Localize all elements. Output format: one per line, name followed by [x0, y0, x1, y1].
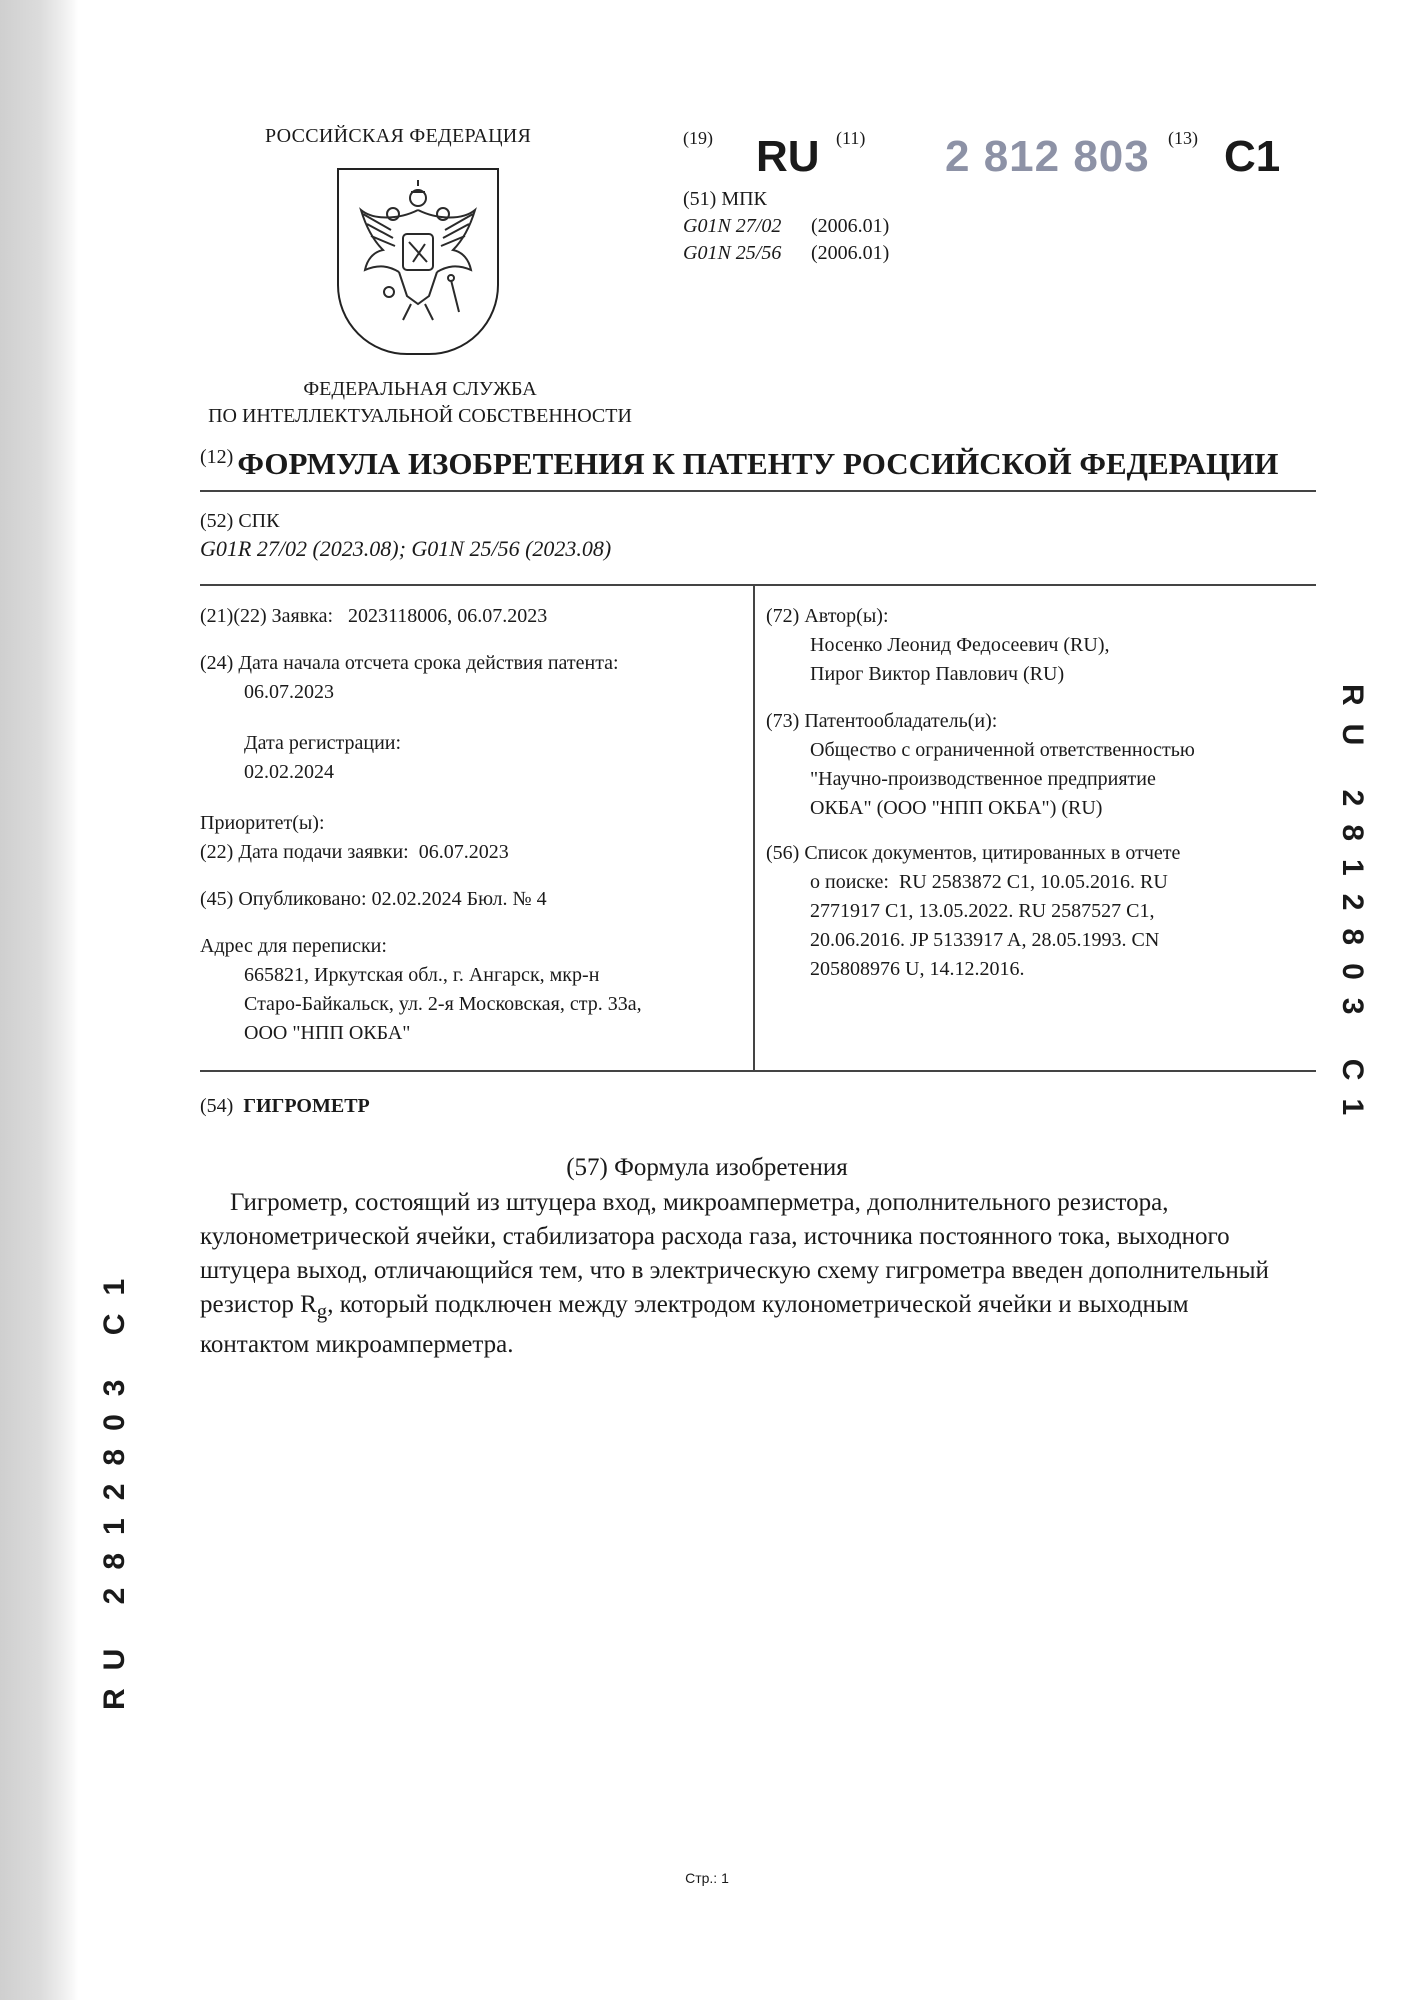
mpk-block [683, 186, 889, 267]
filing-label: (22) Дата подачи заявки: [200, 841, 409, 863]
author-name: Пирог Виктор Павлович (RU) [810, 663, 1065, 685]
double-headed-eagle-icon [353, 180, 483, 330]
mpk-label: (51) МПК [683, 188, 767, 210]
code-19: (19) [683, 128, 713, 148]
bibliographic-bottom-rule [200, 1070, 1316, 1072]
coat-of-arms-emblem [337, 168, 499, 355]
address-line: ООО "НПП ОКБА" [244, 1022, 411, 1044]
patent-number: 2 812 803 [945, 132, 1150, 181]
address-label: Адрес для переписки: [200, 935, 387, 957]
right-column [766, 602, 1286, 984]
left-margin-patent-id: RU 2812803 C1 [98, 1260, 131, 1710]
scan-edge-shadow [0, 0, 78, 2000]
spk-value: G01R 27/02 (2023.08); G01N 25/56 (2023.08) [200, 536, 612, 561]
kind-code: C1 [1224, 132, 1281, 181]
published-value: 02.02.2024 Бюл. № 4 [371, 888, 547, 910]
claim-part-2: , который подключен между электродом кулонометрической ячейки и выходным контактом микроамперметра. [200, 1291, 1189, 1358]
invention-title-row [200, 1095, 370, 1118]
published-row [200, 885, 740, 914]
agency-line-1: ФЕДЕРАЛЬНАЯ СЛУЖБА [303, 378, 537, 400]
author-name: Носенко Леонид Федосеевич (RU), [810, 634, 1110, 656]
invention-title-code: (54) [200, 1095, 234, 1117]
cited-first: RU 2583872 C1, 10.05.2016. RU [898, 871, 1168, 893]
application-label: (21)(22) Заявка: [200, 605, 334, 627]
mpk-version: (2006.01) [811, 215, 890, 237]
cited-line: 205808976 U, 14.12.2016. [810, 958, 1025, 980]
filing-value: 06.07.2023 [418, 841, 509, 863]
address-line: 665821, Иркутская обл., г. Ангарск, мкр-н [244, 964, 600, 986]
mpk-row [683, 213, 889, 240]
title-rule [200, 490, 1316, 492]
country-code: RU [756, 132, 820, 181]
priority-label: Приоритет(ы): [200, 812, 325, 834]
application-row [200, 602, 740, 631]
cited-label-2: о поиске: [810, 871, 889, 893]
term-label: (24) Дата начала отсчета срока действия патента: [200, 652, 619, 674]
claim-text [200, 1186, 1290, 1362]
title-code: (12) [200, 446, 234, 468]
code-11: (11) [836, 128, 866, 148]
spk-block [200, 508, 611, 562]
published-label: (45) Опубликовано: [200, 888, 367, 910]
invention-title: ГИГРОМЕТР [243, 1095, 370, 1117]
bibliographic-top-rule [200, 584, 1316, 586]
holder-line: ОКБА" (ООО "НПП ОКБА") (RU) [810, 797, 1103, 819]
left-column [200, 602, 740, 1048]
claims-heading: (57) Формула изобретения [566, 1154, 848, 1181]
mpk-class: G01N 27/02 [683, 215, 782, 237]
country-name: РОССИЙСКАЯ ФЕДЕРАЦИЯ [265, 125, 532, 147]
holder-line: "Научно-производственное предприятие [810, 768, 1156, 790]
right-margin-patent-id: RU 2812803 C1 [1336, 684, 1369, 1134]
address-line: Старо-Байкальск, ул. 2-я Московская, стр. 33а, [244, 993, 642, 1015]
filing-row [200, 838, 740, 867]
cited-line: 20.06.2016. JP 5133917 A, 28.05.1993. CN [810, 929, 1160, 951]
title-text: ФОРМУЛА ИЗОБРЕТЕНИЯ К ПАТЕНТУ РОССИЙСКОЙ ФЕДЕРАЦИИ [237, 446, 1279, 481]
agency-name [170, 376, 670, 430]
document-title [200, 446, 1278, 482]
column-divider [753, 584, 755, 1070]
spk-label: (52) СПК [200, 510, 280, 532]
cited-label: (56) Список документов, цитированных в отчете [766, 842, 1181, 864]
registration-value: 02.02.2024 [244, 761, 334, 783]
holder-line: Общество с ограниченной ответственностью [810, 739, 1195, 761]
claim-subscript: g [316, 1299, 328, 1323]
registration-label: Дата регистрации: [244, 732, 402, 754]
mpk-row [683, 240, 889, 267]
term-value: 06.07.2023 [244, 681, 334, 703]
mpk-class: G01N 25/56 [683, 242, 782, 264]
cited-row [766, 868, 1286, 897]
holder-label: (73) Патентообладатель(и): [766, 710, 998, 732]
application-value: 2023118006, 06.07.2023 [348, 605, 548, 627]
page-number: Стр.: 1 [685, 1870, 729, 1886]
mpk-version: (2006.01) [811, 242, 890, 264]
code-13: (13) [1168, 128, 1198, 148]
agency-line-2: ПО ИНТЕЛЛЕКТУАЛЬНОЙ СОБСТВЕННОСТИ [208, 405, 632, 427]
authors-label: (72) Автор(ы): [766, 605, 889, 627]
claim-part-1: Гигрометр, состоящий из штуцера вход, микроамперметра, дополнительного резистора, кулонометрической ячейки, стабилизатора расхода газа, источника постоянного тока, выходного штуцера выход, отличающийся тем, что в электрическую схему гигрометра введен дополнительный резистор R [200, 1189, 1269, 1318]
cited-line: 2771917 C1, 13.05.2022. RU 2587527 C1, [810, 900, 1155, 922]
